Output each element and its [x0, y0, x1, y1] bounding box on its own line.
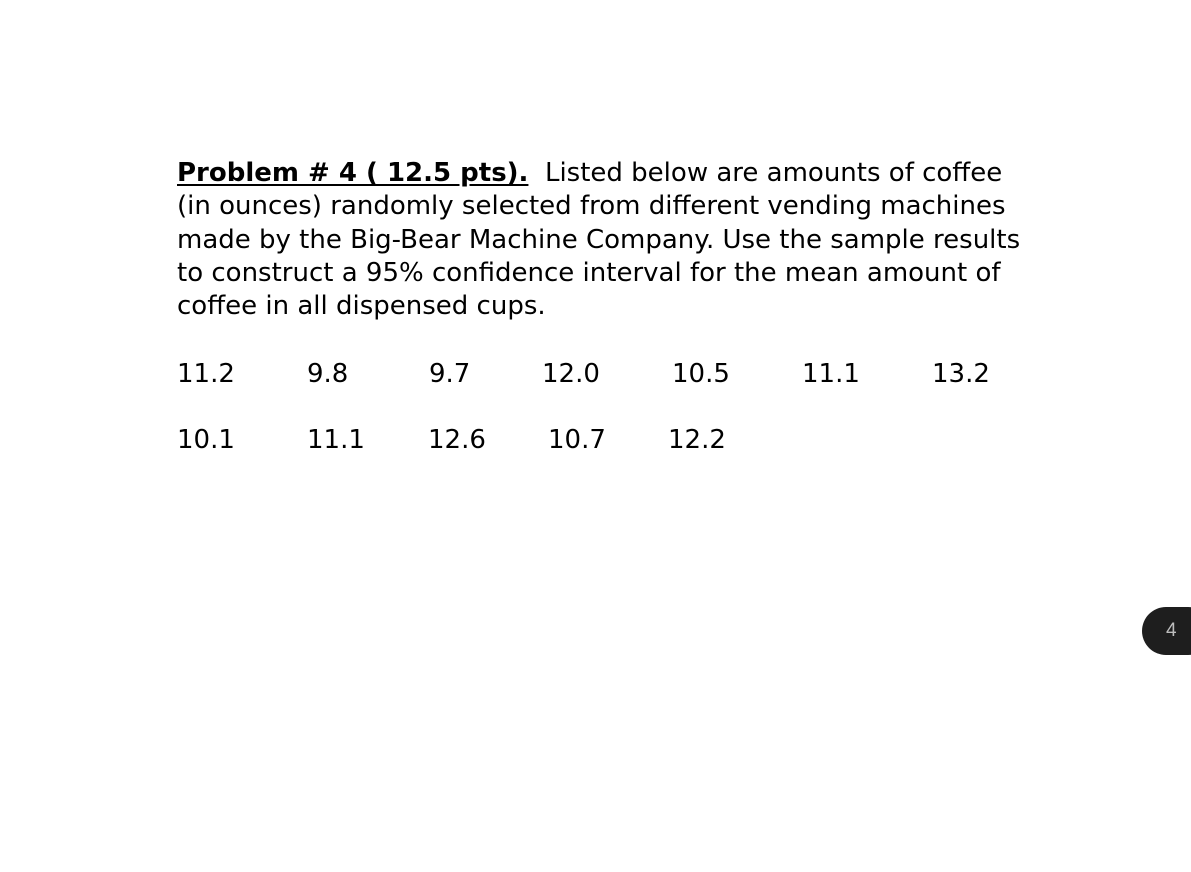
- data-row-2: [0, 425, 1191, 459]
- data-value: 11.1: [307, 425, 365, 455]
- problem-body: Listed below are amounts of coffee (in ounces) randomly selected from different vending machines made by the Big-Bear Machine Company. Use the sample results to construct a 95% confidence interval for the mean amount of coffee in all dispensed cups.: [177, 158, 1021, 322]
- data-value: 9.7: [429, 359, 471, 389]
- data-value: 10.5: [672, 359, 730, 389]
- data-value: 13.2: [932, 359, 990, 389]
- data-value: 12.0: [542, 359, 600, 389]
- data-value: 11.2: [177, 359, 235, 389]
- data-value: 10.7: [548, 425, 606, 455]
- data-value: 9.8: [307, 359, 349, 389]
- data-value: 12.2: [668, 425, 726, 455]
- problem-heading: Problem # 4 ( 12.5 pts).: [177, 158, 529, 188]
- problem-statement: [177, 157, 1037, 323]
- page-number-badge[interactable]: 4: [1142, 607, 1191, 655]
- data-value: 11.1: [802, 359, 860, 389]
- data-row-1: [0, 359, 1191, 393]
- data-value: 12.6: [428, 425, 486, 455]
- data-value: 10.1: [177, 425, 235, 455]
